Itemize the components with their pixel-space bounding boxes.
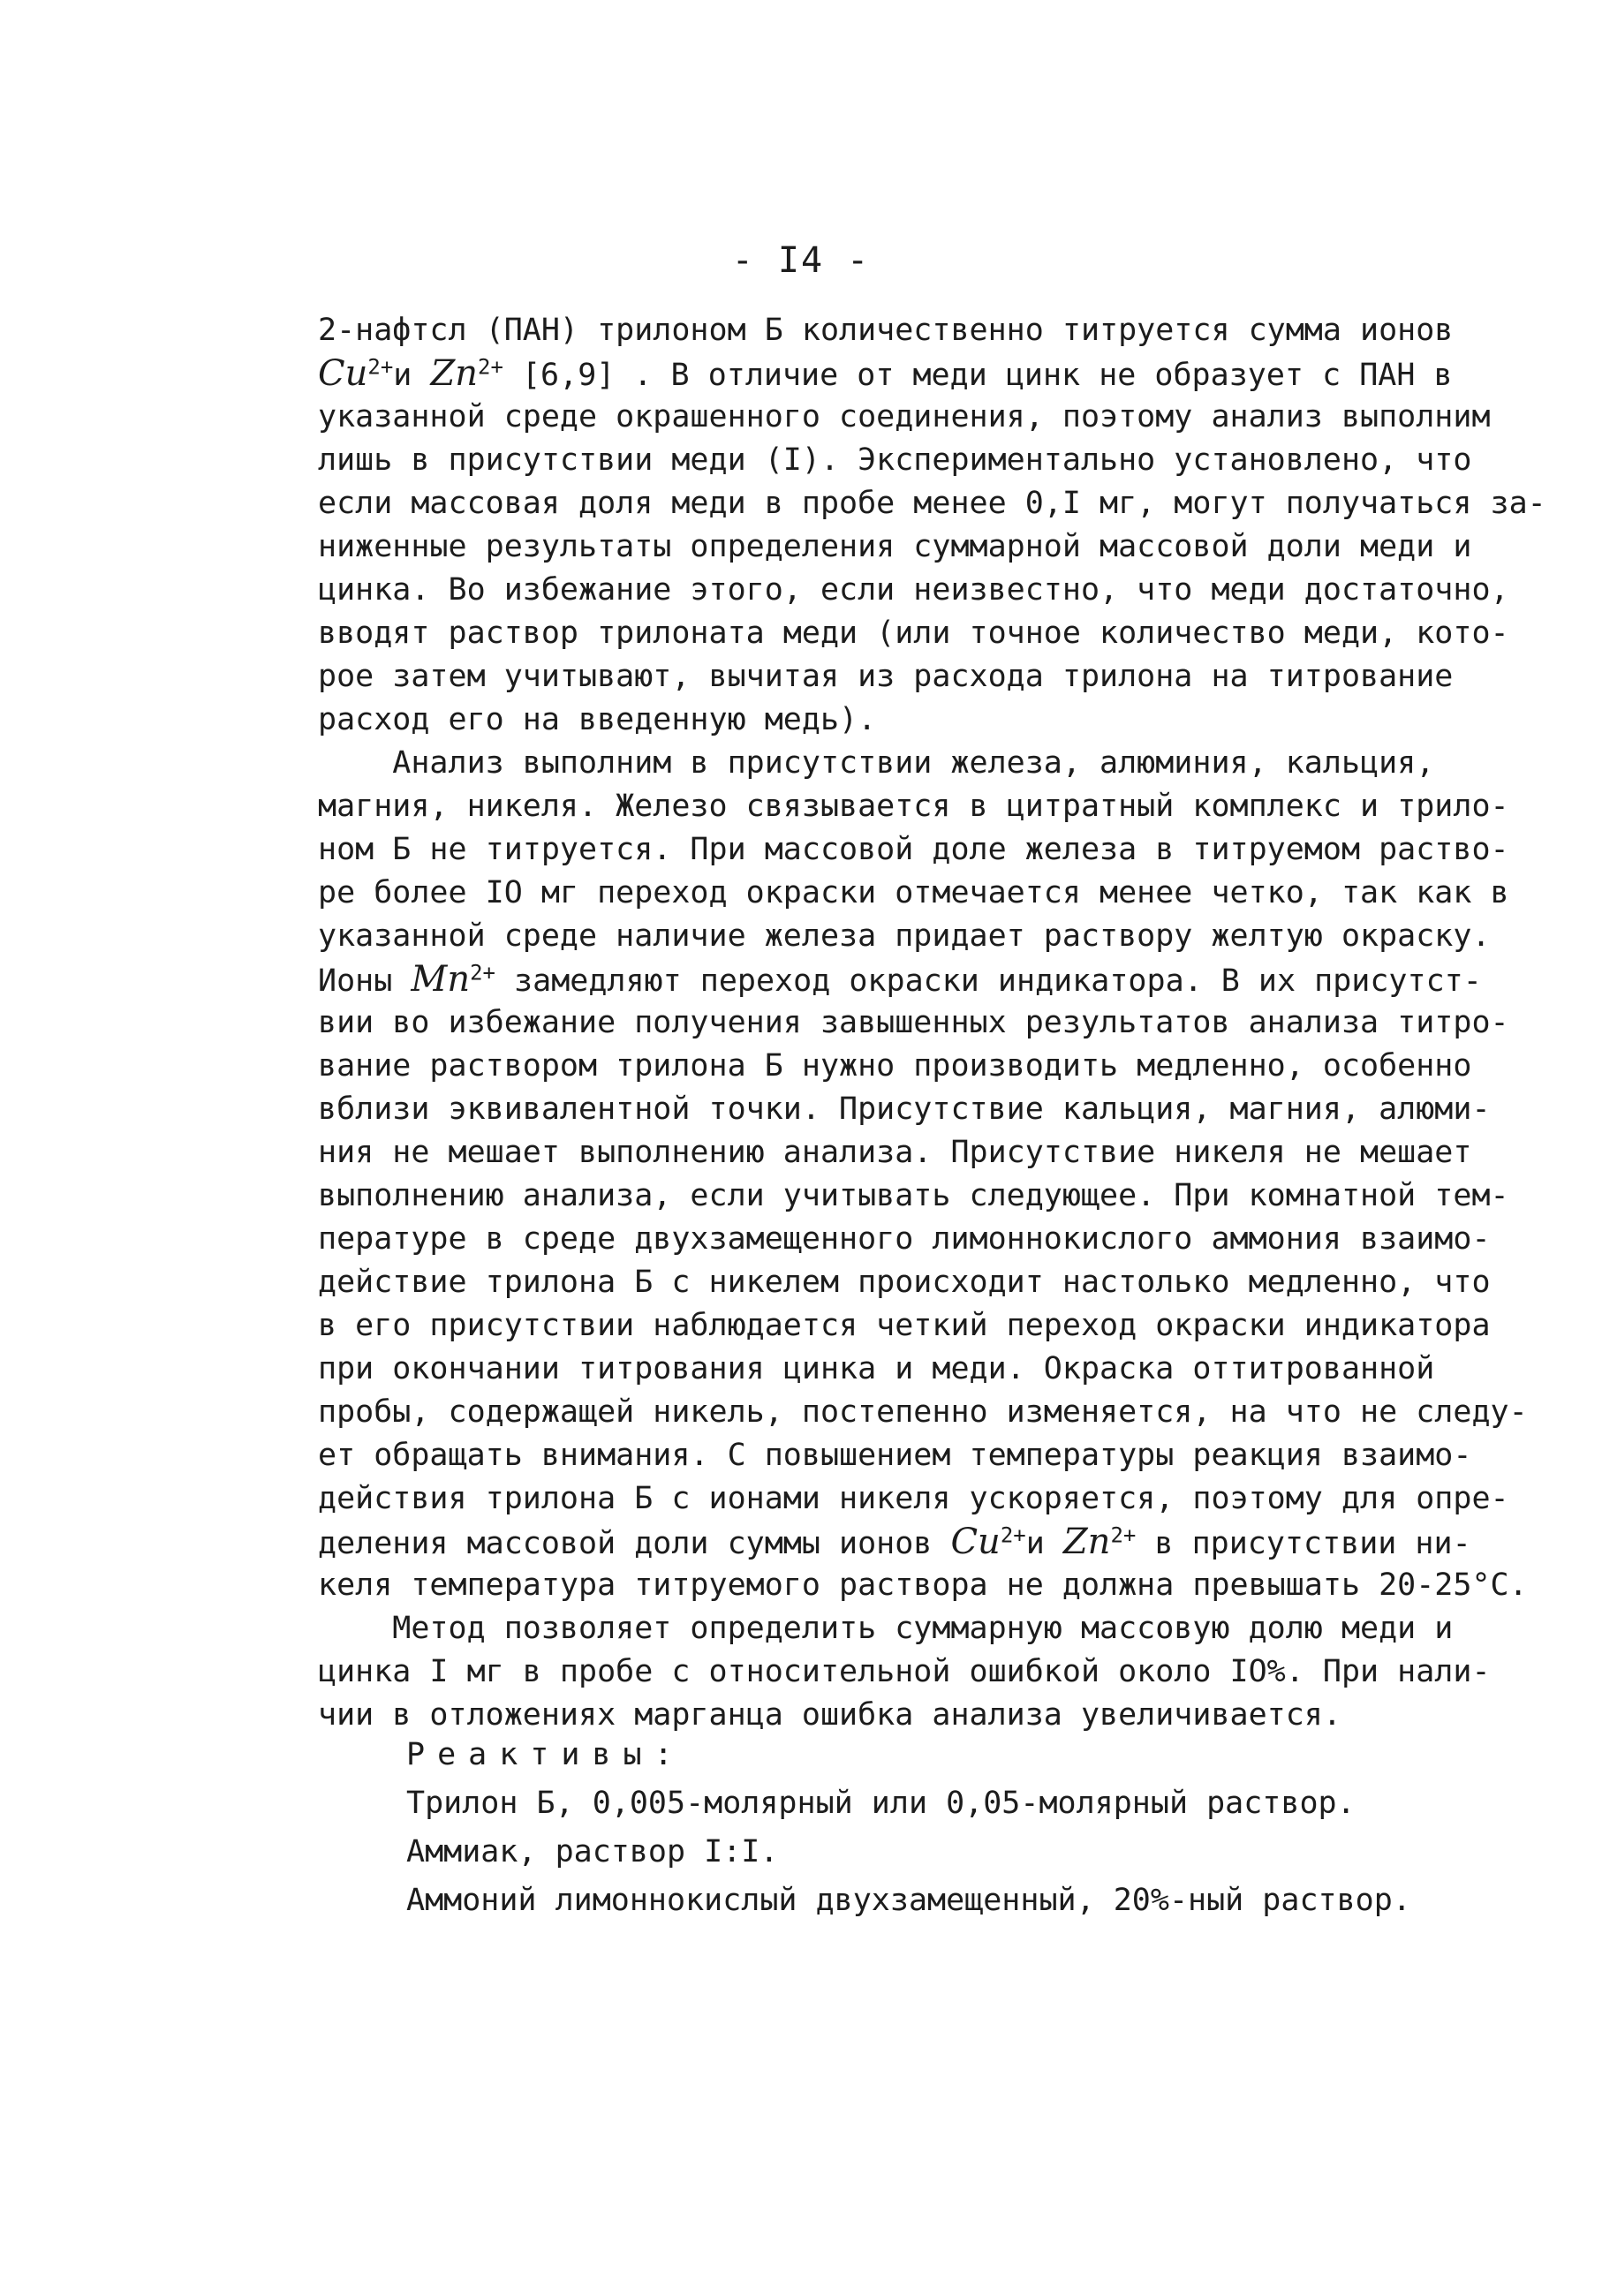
text-line: Метод позволяет определить суммарную массовую долю меди и <box>318 1611 1454 1646</box>
text-line: келя температура титруемого раствора не должна превышать 20-25°С. <box>318 1567 1528 1603</box>
text-line: вии во избежание получения завышенных результатов анализа титро- <box>318 1005 1509 1040</box>
text-line: рое затем учитывают, вычитая из расхода трилона на титрование <box>318 659 1454 694</box>
text-line: расход его на введенную медь). <box>318 702 877 737</box>
text-line: вание раствором трилона Б нужно производить медленно, особенно <box>318 1048 1472 1084</box>
text-line: ет обращать внимания. С повышением температуры реакция взаимо- <box>318 1438 1472 1473</box>
text-line: если массовая доля меди в пробе менее 0,I мг, могут получаться за- <box>318 486 1546 521</box>
reagents-section <box>406 1731 1510 1925</box>
text-fragment: в присутствии ни- <box>1136 1526 1471 1561</box>
ion-cu: Cu <box>950 1522 1001 1562</box>
reagent-item: Аммиак, раствор I:I. <box>406 1834 779 1869</box>
text-line: ниженные результаты определения суммарной массовой доли меди и <box>318 529 1472 564</box>
text-line: вблизи эквивалентной точки. Присутствие кальция, магния, алюми- <box>318 1091 1491 1127</box>
text-line: выполнению анализа, если учитывать следующее. При комнатной тем- <box>318 1178 1509 1213</box>
ion-charge: 2+ <box>1000 1522 1026 1548</box>
text-line: указанной среде окрашенного соединения, поэтому анализ выполним <box>318 399 1491 434</box>
ion-zn: Zn <box>1062 1522 1111 1562</box>
reagent-item: Аммоний лимоннокислый двухзамещенный, 20%-ный раствор. <box>406 1883 1411 1918</box>
text-line-formula <box>318 1521 1471 1564</box>
body-text <box>318 309 1546 1737</box>
text-line: пробы, содержащей никель, постепенно изменяется, на что не следу- <box>318 1394 1528 1430</box>
reagent-item: Трилон Б, 0,005-молярный или 0,05-молярный раствор. <box>406 1786 1356 1821</box>
ion-charge: 2+ <box>1110 1522 1137 1548</box>
text-line: цинка I мг в пробе с относительной ошибкой около IO%. При нали- <box>318 1654 1491 1689</box>
conjunction: и <box>393 358 431 393</box>
ion-charge: 2+ <box>478 354 503 380</box>
text-line-formula <box>318 958 1482 1001</box>
text-line: указанной среде наличие железа придает раствору желтую окраску. <box>318 918 1491 954</box>
text-fragment: Ионы <box>318 963 412 999</box>
text-fragment: [6,9] . В отличие от меди цинк не образует с ПАН в <box>503 358 1453 393</box>
ion-cu: Cu <box>318 353 368 394</box>
text-line: Анализ выполним в присутствии железа, алюминия, кальция, <box>318 745 1435 781</box>
text-line: вводят раствор трилоната меди (или точное количество меди, кото- <box>318 616 1509 651</box>
text-line: при окончании титрования цинка и меди. Окраска оттитрованной <box>318 1351 1435 1386</box>
text-fragment: деления массовой доли суммы ионов <box>318 1526 951 1561</box>
reagents-heading: Реактивы: <box>406 1737 685 1772</box>
text-line: пературе в среде двухзамещенного лимоннокислого аммония взаимо- <box>318 1221 1491 1257</box>
text-line: ния не мешает выполнению анализа. Присутствие никеля не мешает <box>318 1135 1472 1170</box>
page-number: - I4 - <box>731 240 871 281</box>
text-line: в его присутствии наблюдается четкий переход окраски индикатора <box>318 1308 1491 1343</box>
text-line: ре более IO мг переход окраски отмечается менее четко, так как в <box>318 875 1509 910</box>
text-line: ном Б не титруется. При массовой доле железа в титруемом раство- <box>318 832 1509 867</box>
ion-charge: 2+ <box>367 354 394 380</box>
text-line: цинка. Во избежание этого, если неизвестно, что меди достаточно, <box>318 572 1509 608</box>
text-line: действия трилона Б с ионами никеля ускоряется, поэтому для опре- <box>318 1481 1509 1516</box>
text-line: 2-нафтсл (ПАН) трилоном Б количественно титруется сумма ионов <box>318 313 1454 348</box>
ion-zn: Zn <box>430 353 478 394</box>
text-fragment: замедляют переход окраски индикатора. В их присутст- <box>495 963 1482 999</box>
ion-charge: 2+ <box>470 960 495 986</box>
text-line: действие трилона Б с никелем происходит настолько медленно, что <box>318 1265 1491 1300</box>
text-line-formula <box>318 352 1466 396</box>
conjunction: и <box>1025 1526 1063 1561</box>
ion-mn: Mn <box>411 959 471 1000</box>
text-line: лишь в присутствии меди (I). Экспериментально установлено, что <box>318 442 1472 478</box>
text-line: магния, никеля. Железо связывается в цитратный комплекс и трило- <box>318 789 1509 824</box>
text-line: чии в отложениях марганца ошибка анализа увеличивается. <box>318 1697 1341 1733</box>
